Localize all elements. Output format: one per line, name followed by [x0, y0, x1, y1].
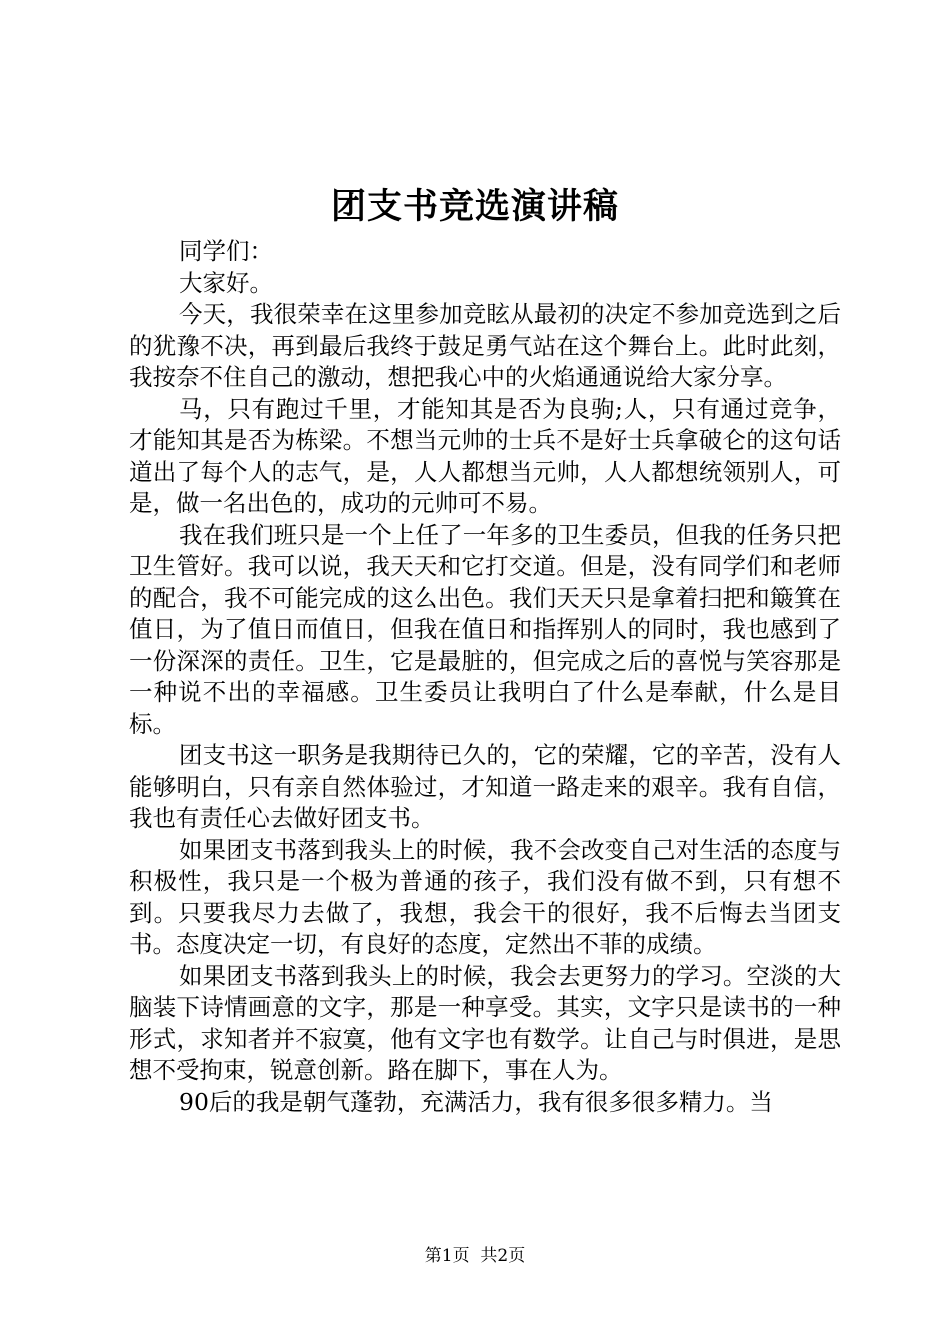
greeting-line: 同学们：	[179, 237, 273, 265]
paragraph: 马，只有跑过千里，才能知其是否为良驹;人，只有通过竞争，才能知其是否为栋梁。不想当元帅的士兵不是好士兵拿破仑的这句话道出了每个人的志气，是，人人都想当元帅，人人都想统领别人，可是，做一名出色的，成功的元帅可不易。	[129, 394, 841, 517]
paragraph: 如果团支书落到我头上的时候，我会去更努力的学习。空淡的大脑装下诗情画意的文字，那是一种享受。其实，文字只是读书的一种形式，求知者并不寂寞，他有文字也有数学。让自己与时俱进，是思想不受拘束，锐意创新。路在脚下，事在人为。	[129, 961, 841, 1084]
salutation-line: 大家好。	[179, 268, 273, 297]
paragraph: 我在我们班只是一个上任了一年多的卫生委员，但我的任务只把卫生管好。我可以说，我天天和它打交道。但是，没有同学们和老师的配合，我不可能完成的这么出色。我们天天只是拿着扫把和簸箕在值日，为了值日而值日，但我在值日和指挥别人的同时，我也感到了一份深深的责任。卫生，它是最脏的，但完成之后的喜悦与笑容那是一种说不出的幸福感。卫生委员让我明白了什么是奉献，什么是目标。	[129, 520, 841, 738]
paragraph: 今天，我很荣幸在这里参加竞眩从最初的决定不参加竞选到之后的犹豫不决，再到最后我终于鼓足勇气站在这个舞台上。此时此刻，我按奈不住自己的激动，想把我心中的火焰通通说给大家分享。	[129, 300, 841, 391]
document-title: 团支书竞选演讲稿	[330, 186, 619, 227]
paragraph: 90后的我是朝气蓬勃，充满活力，我有很多很多精力。当	[179, 1087, 773, 1116]
paragraph: 如果团支书落到我头上的时候，我不会改变自己对生活的态度与积极性，我只是一个极为普通的孩子，我们没有做不到，只有想不到。只要我尽力去做了，我想，我会干的很好，我不后悔去当团支书。态度决定一切，有良好的态度，定然出不菲的成绩。	[129, 835, 841, 958]
paragraph: 团支书这一职务是我期待已久的，它的荣耀，它的辛苦，没有人能够明白，只有亲自然体验过，才知道一路走来的艰辛。我有自信，我也有责任心去做好团支书。	[129, 741, 841, 832]
page-number-footer: 第1页 共2页	[424, 1246, 526, 1266]
document-body	[129, 236, 841, 1118]
